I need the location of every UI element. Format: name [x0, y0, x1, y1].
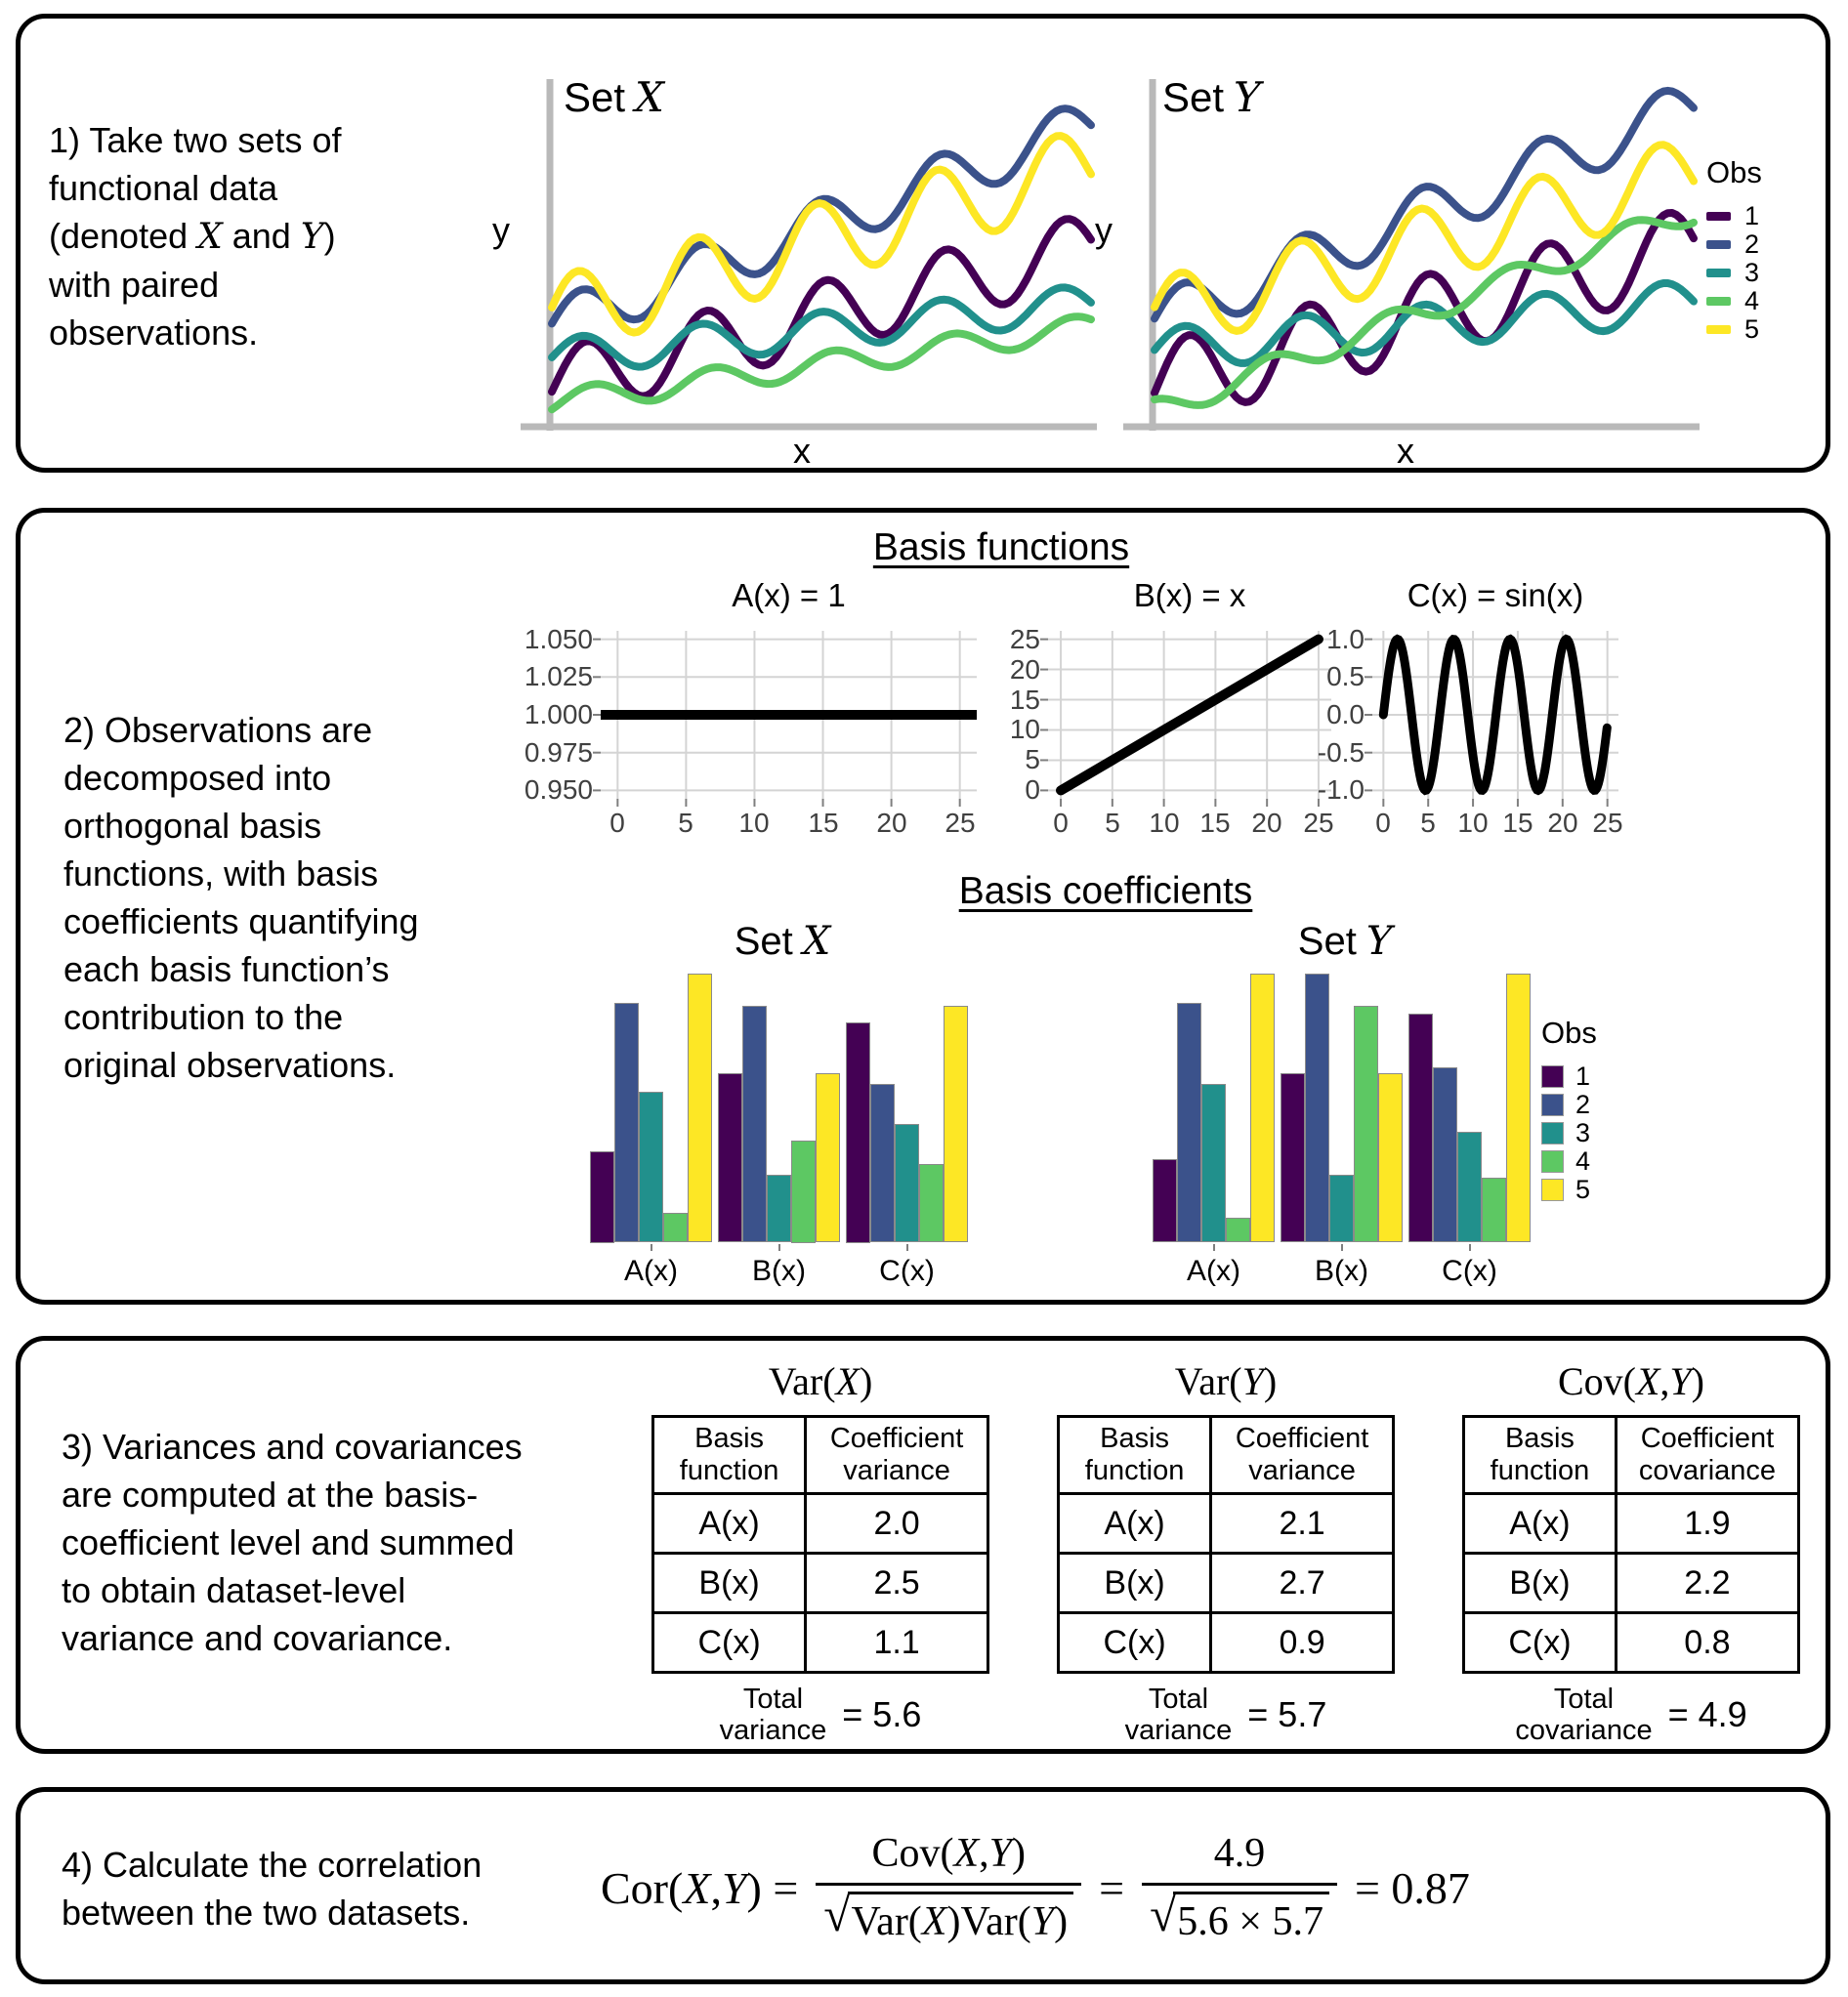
text-line: coefficients quantifying [63, 901, 419, 941]
x-tick-label: 10 [1149, 808, 1180, 838]
legend-label: 2 [1575, 1090, 1591, 1119]
legend-label: 1 [1744, 201, 1760, 230]
bar-C(x)-obs4 [1482, 1178, 1506, 1242]
x-tick-label: 20 [1547, 808, 1578, 838]
text-line: 2) Observations are [63, 710, 373, 750]
bar-B(x)-obs1 [718, 1073, 742, 1242]
formula-numerator-cov: Cov(X,Y) [871, 1831, 1026, 1876]
basis-plot-title: B(x) = x [1133, 577, 1246, 613]
table-row [1464, 1613, 1799, 1673]
basis-coefficients-heading: Basis coefficients [958, 870, 1253, 912]
bar-A(x)-obs3 [1201, 1084, 1226, 1242]
sety-bars-title: Set Y [1297, 919, 1393, 964]
y-tick-label: 15 [1009, 685, 1040, 715]
legend-item-1 [1706, 202, 1762, 230]
sety-plot-title [1162, 73, 1261, 121]
var-x-table-block [651, 1358, 989, 1746]
sety-bar-chart [1153, 974, 1537, 1286]
x-tick-label: 10 [1457, 808, 1489, 838]
legend-swatch [1541, 1150, 1564, 1173]
table-row [1059, 1494, 1394, 1554]
bar-C(x)-obs1 [846, 1022, 870, 1243]
y-tick-label: 1.050 [524, 624, 593, 654]
table-cell: 0.9 [1211, 1613, 1394, 1673]
table-title: Cov(X,Y) [1557, 1359, 1704, 1403]
table-row [1464, 1494, 1799, 1554]
basis-plot-C [1306, 577, 1638, 851]
bar-group-label: C(x) [1442, 1255, 1497, 1287]
x-tick [906, 1244, 908, 1251]
text-line: functional data [49, 168, 278, 208]
bar-B(x)-obs4 [1354, 1006, 1378, 1242]
x-tick [778, 1244, 780, 1251]
bar-B(x)-obs3 [767, 1175, 791, 1242]
text-line: original observations. [63, 1045, 397, 1085]
setx-bars-title: Set X [734, 919, 831, 964]
table-cell: B(x) [653, 1554, 806, 1613]
setx-line-chart [521, 67, 1099, 448]
bar-A(x)-obs5 [1250, 974, 1275, 1242]
legend-swatch [1706, 240, 1731, 249]
text-line: (denoted X and Y) [49, 216, 336, 257]
bar-group-label: B(x) [1315, 1255, 1368, 1287]
y-tick-label: 1.000 [524, 699, 593, 729]
table-cell: B(x) [1464, 1554, 1617, 1613]
legend-swatch [1706, 269, 1731, 277]
obs-2-curve [1155, 91, 1694, 318]
x-tick-label: 5 [1105, 808, 1120, 838]
bar-A(x)-obs2 [1177, 1003, 1201, 1242]
table-header: Basis function [653, 1417, 806, 1494]
obs-3-curve [1155, 283, 1694, 363]
bar-B(x)-obs3 [1329, 1175, 1354, 1242]
sqrt-symbol: √ [1150, 1888, 1177, 1941]
table-cell: B(x) [1059, 1554, 1211, 1613]
basis-functions-heading: Basis functions [872, 526, 1130, 568]
table-title: Var(Y) [1174, 1359, 1278, 1403]
x-tick-label: 15 [1199, 808, 1231, 838]
coefficient-table [651, 1415, 989, 1674]
legend-label: 4 [1744, 286, 1760, 315]
obs-line-legend [1706, 155, 1762, 344]
table-cell: C(x) [1059, 1613, 1211, 1673]
formula-fraction-symbolic [816, 1830, 1081, 1945]
legend-item-2 [1541, 1091, 1597, 1119]
formula-denominator-var: √ Var(X)Var(Y) [816, 1892, 1081, 1945]
legend-item-2 [1706, 230, 1762, 259]
text-line: between the two datasets. [62, 1893, 471, 1933]
legend-title: Obs [1706, 155, 1762, 189]
text-line: are computed at the basis- [62, 1475, 479, 1515]
x-tick [1213, 1244, 1215, 1251]
bar-C(x)-obs5 [1506, 974, 1531, 1242]
bar-A(x)-obs5 [688, 974, 712, 1242]
bar-group-label: A(x) [1187, 1255, 1240, 1287]
formula-lhs: Cor(X,Y) = [601, 1862, 799, 1913]
formula-denominator-value: √ 5.6 × 5.7 [1142, 1892, 1337, 1945]
y-tick-label: 5 [1025, 744, 1040, 774]
text-line: functions, with basis [63, 853, 379, 894]
basis-plot-A [517, 577, 986, 851]
legend-item-5 [1541, 1176, 1597, 1204]
text-line: observations. [49, 312, 259, 353]
setx-title-symbol: X [635, 73, 664, 121]
text-line: decomposed into [63, 758, 332, 798]
bar-B(x)-obs2 [742, 1006, 767, 1242]
sety-title-word: Set [1162, 74, 1225, 120]
bar-A(x)-obs3 [639, 1092, 663, 1242]
bar-A(x)-obs4 [663, 1213, 688, 1242]
legend-swatch [1706, 212, 1731, 221]
x-tick-label: 5 [678, 808, 693, 838]
text-line: contribution to the [63, 997, 344, 1037]
x-tick-label: 25 [945, 808, 976, 838]
sqrt-symbol: √ [823, 1888, 851, 1941]
panel2-caption [63, 706, 523, 1089]
bar-A(x)-obs1 [1153, 1159, 1177, 1242]
bar-C(x)-obs5 [944, 1006, 968, 1242]
x-tick-label: 20 [876, 808, 907, 838]
table-header: Coefficient variance [1211, 1417, 1394, 1494]
total-row [651, 1684, 989, 1746]
coefficient-table [1462, 1415, 1800, 1674]
y-tick-label: 0.5 [1326, 661, 1365, 691]
legend-item-3 [1541, 1119, 1597, 1147]
text-line: 3) Variances and covariances [62, 1427, 523, 1467]
table-row [1464, 1554, 1799, 1613]
x-tick-label: 15 [1502, 808, 1533, 838]
bar-A(x)-obs2 [614, 1003, 639, 1242]
bar-C(x)-obs2 [870, 1084, 895, 1242]
y-tick-label: -0.5 [1317, 737, 1365, 768]
table-cell: 1.9 [1616, 1494, 1798, 1554]
bar-B(x)-obs5 [816, 1073, 840, 1242]
correlation-formula [601, 1806, 1470, 1970]
table-row [653, 1554, 988, 1613]
bar-A(x)-obs1 [590, 1151, 614, 1243]
total-value: = 4.9 [1667, 1694, 1747, 1734]
table-cell: A(x) [1464, 1494, 1617, 1554]
total-row [1462, 1684, 1800, 1746]
legend-swatch [1706, 297, 1731, 306]
basis-plot-title: C(x) = sin(x) [1407, 577, 1584, 613]
table-cell: C(x) [653, 1613, 806, 1673]
legend-label: 2 [1744, 229, 1760, 259]
sety-y-axis-label: y [1095, 210, 1113, 250]
bar-C(x)-obs3 [1457, 1132, 1482, 1242]
linear-curve [1061, 640, 1319, 791]
panel1-caption [49, 116, 479, 356]
text-line: each basis function’s [63, 949, 390, 989]
basis-plot-B [997, 577, 1349, 851]
y-tick-label: 1.0 [1326, 624, 1365, 654]
table-row [1059, 1613, 1394, 1673]
legend-label: 1 [1575, 1061, 1591, 1091]
bar-B(x)-obs5 [1378, 1073, 1403, 1242]
y-tick-label: 0.975 [524, 737, 593, 768]
fraction-bar [816, 1883, 1081, 1886]
table-cell: 0.8 [1616, 1613, 1798, 1673]
legend-label: 5 [1744, 314, 1760, 344]
total-value: = 5.7 [1247, 1694, 1327, 1734]
setx-bar-chart [590, 974, 975, 1286]
legend-label: 5 [1575, 1175, 1591, 1204]
y-tick-label: 1.025 [524, 661, 593, 691]
coefficient-table [1057, 1415, 1395, 1674]
legend-swatch [1541, 1122, 1564, 1144]
panel-1-functional-data [16, 14, 1830, 473]
fraction-bar [1142, 1883, 1337, 1886]
table-cell: 1.1 [806, 1613, 988, 1673]
panel-4-correlation [16, 1787, 1830, 1984]
x-tick-label: 15 [808, 808, 839, 838]
x-tick [651, 1244, 652, 1251]
y-tick-label: 25 [1009, 624, 1040, 654]
x-tick-label: 0 [609, 808, 625, 838]
setx-x-axis-label: x [793, 431, 811, 471]
bar-group-label: C(x) [879, 1255, 935, 1287]
legend-swatch [1541, 1179, 1564, 1201]
table-header: Coefficient covariance [1616, 1417, 1798, 1494]
setx-plot-title [564, 73, 664, 121]
text-line: 1) Take two sets of [49, 120, 342, 160]
setx-title-word: Set [564, 74, 626, 120]
table-header: Basis function [1464, 1417, 1617, 1494]
x-tick-label: 10 [738, 808, 770, 838]
bar-C(x)-obs1 [1408, 1014, 1433, 1242]
x-tick-label: 0 [1375, 808, 1391, 838]
var-y-table-block [1057, 1358, 1395, 1746]
total-value: = 5.6 [842, 1694, 922, 1734]
legend-title: Obs [1541, 1016, 1597, 1050]
bar-B(x)-obs4 [791, 1141, 816, 1243]
table-cell: A(x) [1059, 1494, 1211, 1554]
y-tick-label: 0.950 [524, 774, 593, 805]
y-tick-label: 0.0 [1326, 699, 1365, 729]
text-line: coefficient level and summed [62, 1522, 515, 1562]
formula-numerator-value: 4.9 [1213, 1831, 1266, 1876]
table-row [653, 1494, 988, 1554]
total-row [1057, 1684, 1395, 1746]
legend-label: 3 [1575, 1118, 1591, 1147]
legend-item-4 [1706, 287, 1762, 315]
table-cell: A(x) [653, 1494, 806, 1554]
legend-swatch [1541, 1065, 1564, 1088]
x-tick [1469, 1244, 1471, 1251]
obs-square-legend [1541, 1016, 1597, 1204]
bar-A(x)-obs4 [1226, 1218, 1250, 1242]
cov-xy-table-block [1462, 1358, 1800, 1746]
text-line: orthogonal basis [63, 806, 322, 846]
table-cell: 2.1 [1211, 1494, 1394, 1554]
table-cell: C(x) [1464, 1613, 1617, 1673]
total-label: Total covariance [1515, 1684, 1653, 1746]
text-line: 4) Calculate the correlation [62, 1845, 483, 1885]
x-tick-label: 20 [1251, 808, 1282, 838]
legend-item-1 [1541, 1062, 1597, 1091]
legend-swatch [1541, 1094, 1564, 1116]
legend-item-3 [1706, 259, 1762, 287]
y-tick-label: 0 [1025, 774, 1040, 805]
bar-C(x)-obs2 [1433, 1067, 1457, 1242]
table-row [1059, 1554, 1394, 1613]
legend-swatch [1706, 325, 1731, 334]
sety-line-chart [1123, 67, 1701, 448]
legend-label: 4 [1575, 1146, 1591, 1176]
table-cell: 2.0 [806, 1494, 988, 1554]
bar-B(x)-obs2 [1305, 974, 1329, 1242]
legend-item-4 [1541, 1147, 1597, 1176]
correlation-result: = 0.87 [1354, 1862, 1470, 1913]
panel-2-basis-decomposition [16, 508, 1830, 1305]
x-tick-label: 0 [1053, 808, 1069, 838]
panel3-caption [62, 1423, 589, 1662]
y-tick-label: 20 [1009, 654, 1040, 685]
text-line: variance and covariance. [62, 1618, 453, 1658]
bar-C(x)-obs3 [895, 1124, 919, 1242]
table-cell: 2.5 [806, 1554, 988, 1613]
table-title: Var(X) [768, 1359, 873, 1403]
x-tick-label: 5 [1420, 808, 1436, 838]
legend-label: 3 [1744, 258, 1760, 287]
y-tick-label: -1.0 [1317, 774, 1365, 805]
table-header: Coefficient variance [806, 1417, 988, 1494]
x-tick [1341, 1244, 1343, 1251]
text-line: to obtain dataset-level [62, 1570, 406, 1610]
y-tick-label: 10 [1009, 714, 1040, 744]
table-cell: 2.7 [1211, 1554, 1394, 1613]
sety-title-symbol: Y [1234, 73, 1261, 121]
setx-y-axis-label: y [492, 210, 510, 250]
basis-plot-title: A(x) = 1 [732, 577, 846, 613]
table-cell: 2.2 [1616, 1554, 1798, 1613]
legend-item-5 [1706, 315, 1762, 344]
bar-B(x)-obs1 [1281, 1073, 1305, 1242]
formula-fraction-numeric [1142, 1830, 1337, 1945]
sety-x-axis-label: x [1397, 431, 1414, 471]
x-tick-label: 25 [1303, 808, 1334, 838]
bar-C(x)-obs4 [919, 1164, 944, 1242]
panel-3-variance-tables [16, 1336, 1830, 1754]
x-tick-label: 25 [1592, 808, 1623, 838]
table-row [653, 1613, 988, 1673]
panel4-caption [62, 1841, 569, 1936]
bar-group-label: A(x) [624, 1255, 678, 1287]
bar-group-label: B(x) [752, 1255, 806, 1287]
equals-sign: = [1099, 1862, 1125, 1913]
total-label: Total variance [719, 1684, 827, 1746]
text-line: with paired [49, 265, 220, 305]
table-header: Basis function [1059, 1417, 1211, 1494]
total-label: Total variance [1124, 1684, 1233, 1746]
